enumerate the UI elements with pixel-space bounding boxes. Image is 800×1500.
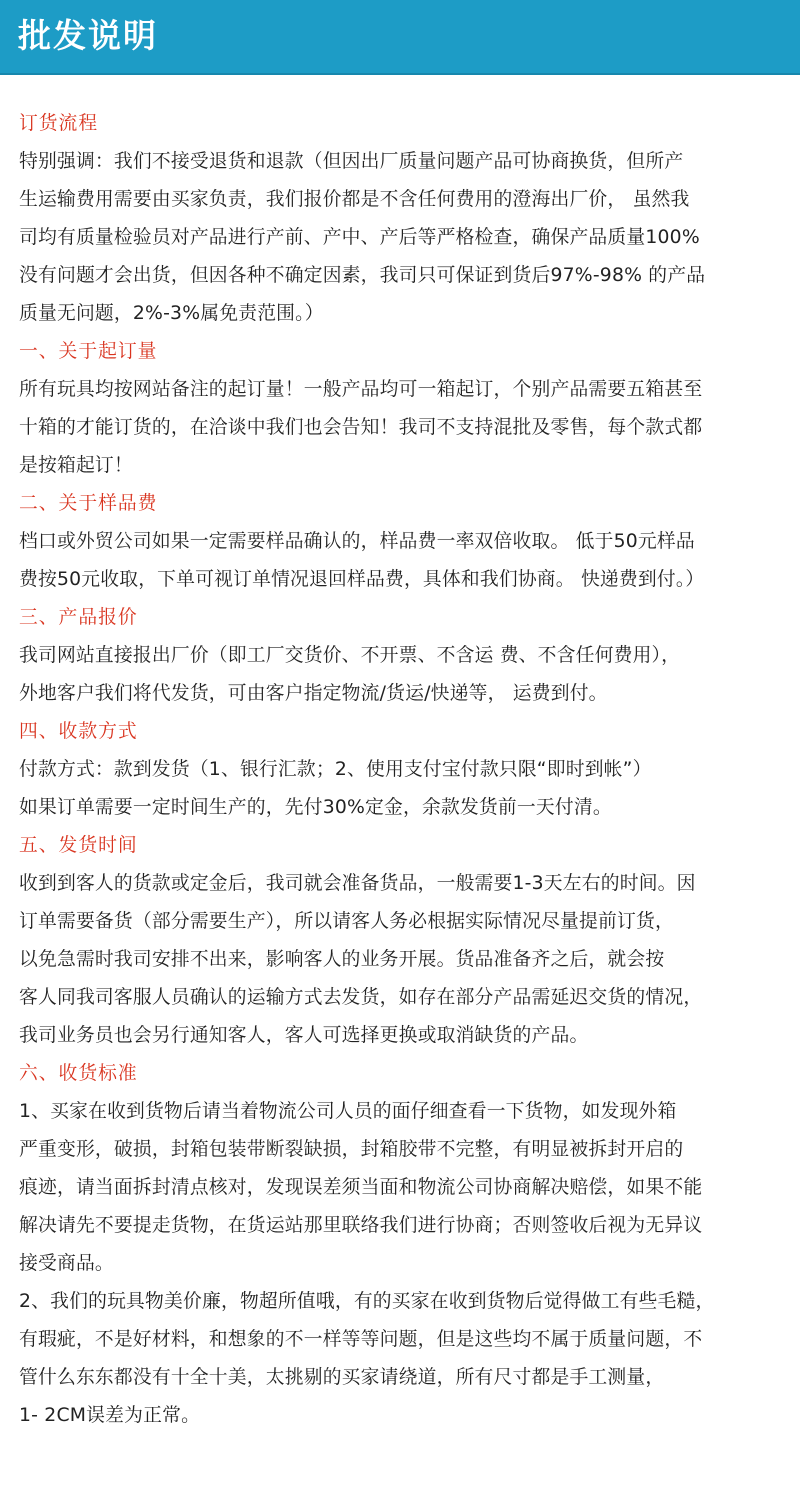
paragraph-line: 2、我们的玩具物美价廉，物超所值哦，有的买家在收到货物后觉得做工有些毛糙，: [19, 1291, 715, 1312]
paragraph-line: 外地客户我们将代发货，可由客户指定物流/货运/快递等， 运费到付。: [19, 683, 608, 704]
paragraph-line: 所有玩具均按网站备注的起订量！一般产品均可一箱起订，个别产品需要五箱甚至: [19, 379, 703, 400]
paragraph-line: 1、买家在收到货物后请当着物流公司人员的面仔细查看一下货物，如发现外箱: [19, 1101, 677, 1122]
paragraph-line: 以免急需时我司安排不出来，影响客人的业务开展。货品准备齐之后，就会按: [19, 949, 665, 970]
paragraph-line: 严重变形，破损，封箱包装带断裂缺损，封箱胶带不完整，有明显被拆封开启的: [19, 1139, 684, 1160]
section-title-ordering-process: 订货流程: [19, 113, 99, 134]
section-title-receiving-standard: 六、收货标准: [19, 1063, 138, 1084]
paragraph-line: 没有问题才会出货，但因各种不确定因素，我司只可保证到货后97%-98% 的产品: [19, 265, 706, 286]
paragraph-line: 痕迹，请当面拆封清点核对，发现误差须当面和物流公司协商解决赔偿，如果不能: [19, 1177, 703, 1198]
paragraph-line: 如果订单需要一定时间生产的，先付30%定金，余款发货前一天付清。: [19, 797, 612, 818]
section-title-product-quote: 三、产品报价: [19, 607, 138, 628]
paragraph-line: 我司网站直接报出厂价（即工厂交货价、不开票、不含运 费、不含任何费用），: [19, 645, 681, 666]
paragraph-line: 费按50元收取，下单可视订单情况退回样品费，具体和我们协商。 快递费到付。）: [19, 569, 705, 590]
page-header: [0, 0, 800, 75]
paragraph-line: 订单需要备货（部分需要生产），所以请客人务必根据实际情况尽量提前订货，: [19, 911, 674, 932]
section-title-payment-method: 四、收款方式: [19, 721, 138, 742]
paragraph-line: 1- 2CM误差为正常。: [19, 1405, 201, 1426]
paragraph-line: 特别强调：我们不接受退货和退款（但因出厂质量问题产品可协商换货，但所产: [19, 151, 684, 172]
paragraph-line: 管什么东东都没有十全十美，太挑剔的买家请绕道，所有尺寸都是手工测量，: [19, 1367, 665, 1388]
paragraph-line: 我司业务员也会另行通知客人，客人可选择更换或取消缺货的产品。: [19, 1025, 589, 1046]
paragraph-line: 档口或外贸公司如果一定需要样品确认的，样品费一率双倍收取。 低于50元样品: [19, 531, 695, 552]
paragraph-line: 是按箱起订！: [19, 455, 133, 476]
paragraph-line: 十箱的才能订货的，在洽谈中我们也会告知！我司不支持混批及零售，每个款式都: [19, 417, 703, 438]
paragraph-line: 司均有质量检验员对产品进行产前、产中、产后等严格检查，确保产品质量100%: [19, 227, 700, 248]
paragraph-line: 解决请先不要提走货物，在货运站那里联络我们进行协商；否则签收后视为无异议: [19, 1215, 703, 1236]
page-title: 批发说明: [18, 16, 158, 55]
paragraph-line: 生运输费用需要由买家负责，我们报价都是不含任何费用的澄海出厂价， 虽然我: [19, 189, 690, 210]
paragraph-line: 质量无问题，2%-3%属免责范围。）: [19, 303, 324, 324]
paragraph-line: 客人同我司客服人员确认的运输方式去发货，如存在部分产品需延迟交货的情况，: [19, 987, 703, 1008]
section-title-sample-fee: 二、关于样品费: [19, 493, 158, 514]
section-title-minimum-order: 一、关于起订量: [19, 341, 158, 362]
section-title-shipping-time: 五、发货时间: [19, 835, 138, 856]
paragraph-line: 收到到客人的货款或定金后，我司就会准备货品，一般需要1-3天左右的时间。因: [19, 873, 696, 894]
paragraph-line: 有瑕疵，不是好材料，和想象的不一样等等问题，但是这些均不属于质量问题，不: [19, 1329, 703, 1350]
paragraph-line: 接受商品。: [19, 1253, 114, 1274]
paragraph-line: 付款方式：款到发货（1、银行汇款；2、使用支付宝付款只限“即时到帐”）: [19, 759, 652, 780]
